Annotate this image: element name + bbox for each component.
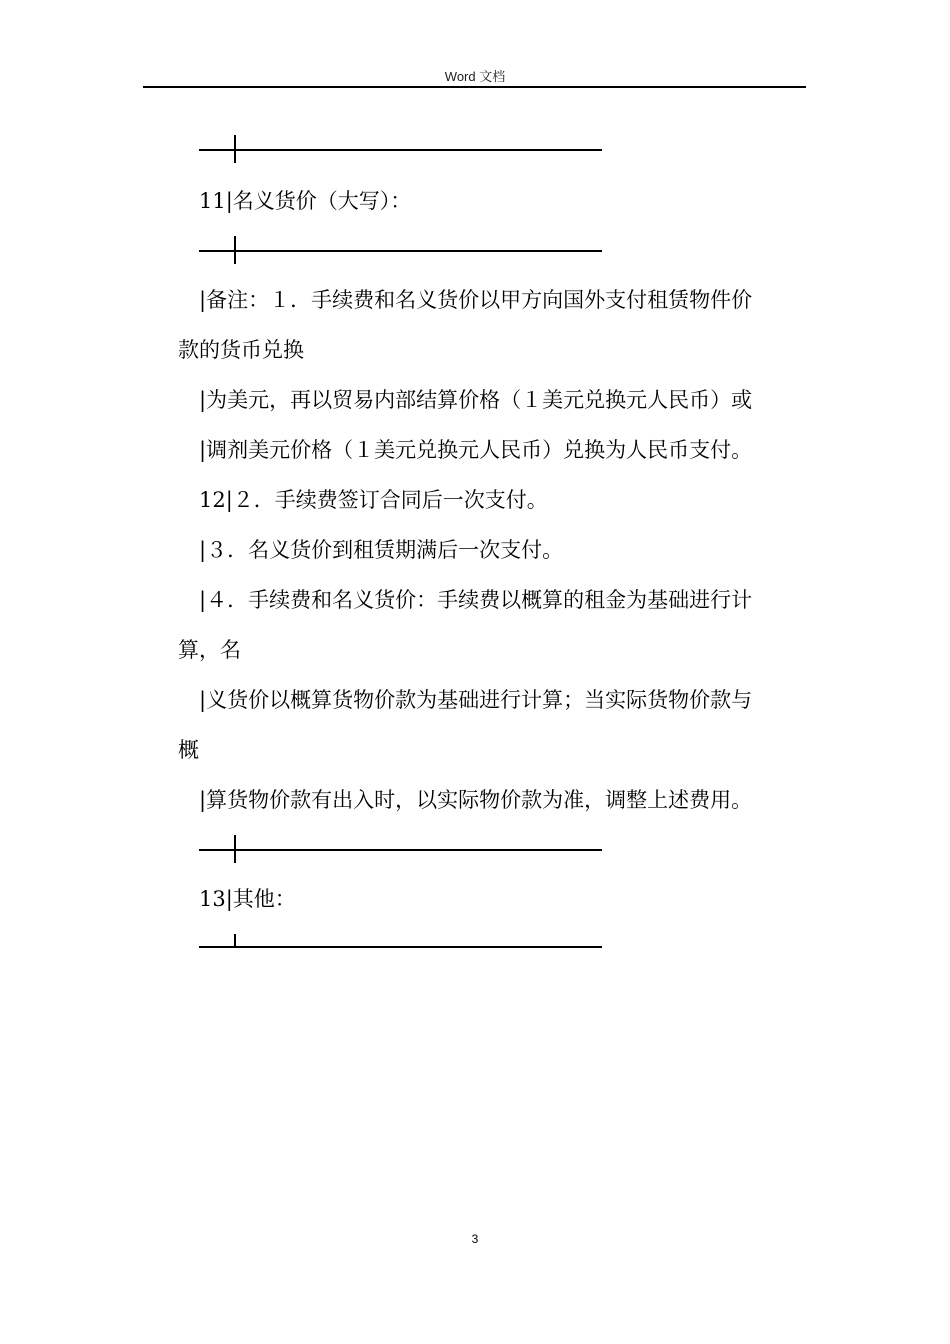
text-line: 款的货币兑换	[178, 338, 304, 362]
text-line: 13|其他：	[199, 887, 296, 911]
text-line: |义货价以概算货物价款为基础进行计算；当实际货物价款与	[199, 688, 753, 712]
text-line: |为美元，再以贸易内部结算价格（１美元兑换元人民币）或	[199, 388, 753, 412]
text-line: 算，名	[178, 638, 241, 662]
text-line: |调剂美元价格（１美元兑换元人民币）兑换为人民币支付。	[199, 438, 753, 462]
table-rule-bottom	[199, 924, 602, 950]
text-line: |备注：１．手续费和名义货价以甲方向国外支付租赁物件价	[199, 288, 753, 312]
table-rule	[199, 135, 602, 161]
text-line: |４．手续费和名义货价：手续费以概算的租金为基础进行计	[199, 588, 753, 612]
page-number: 3	[471, 1232, 479, 1246]
table-rule	[199, 835, 602, 861]
text-line: 11|名义货价（大写）：	[199, 189, 412, 213]
table-rule	[199, 236, 602, 262]
text-line: 概	[178, 738, 199, 762]
header-rule	[143, 86, 806, 88]
page-header: Word 文档	[444, 69, 506, 84]
text-line: |３．名义货价到租赁期满后一次支付。	[199, 538, 564, 562]
text-line: 12|２．手续费签订合同后一次支付。	[199, 488, 548, 512]
text-line: |算货物价款有出入时，以实际物价款为准，调整上述费用。	[199, 788, 753, 812]
